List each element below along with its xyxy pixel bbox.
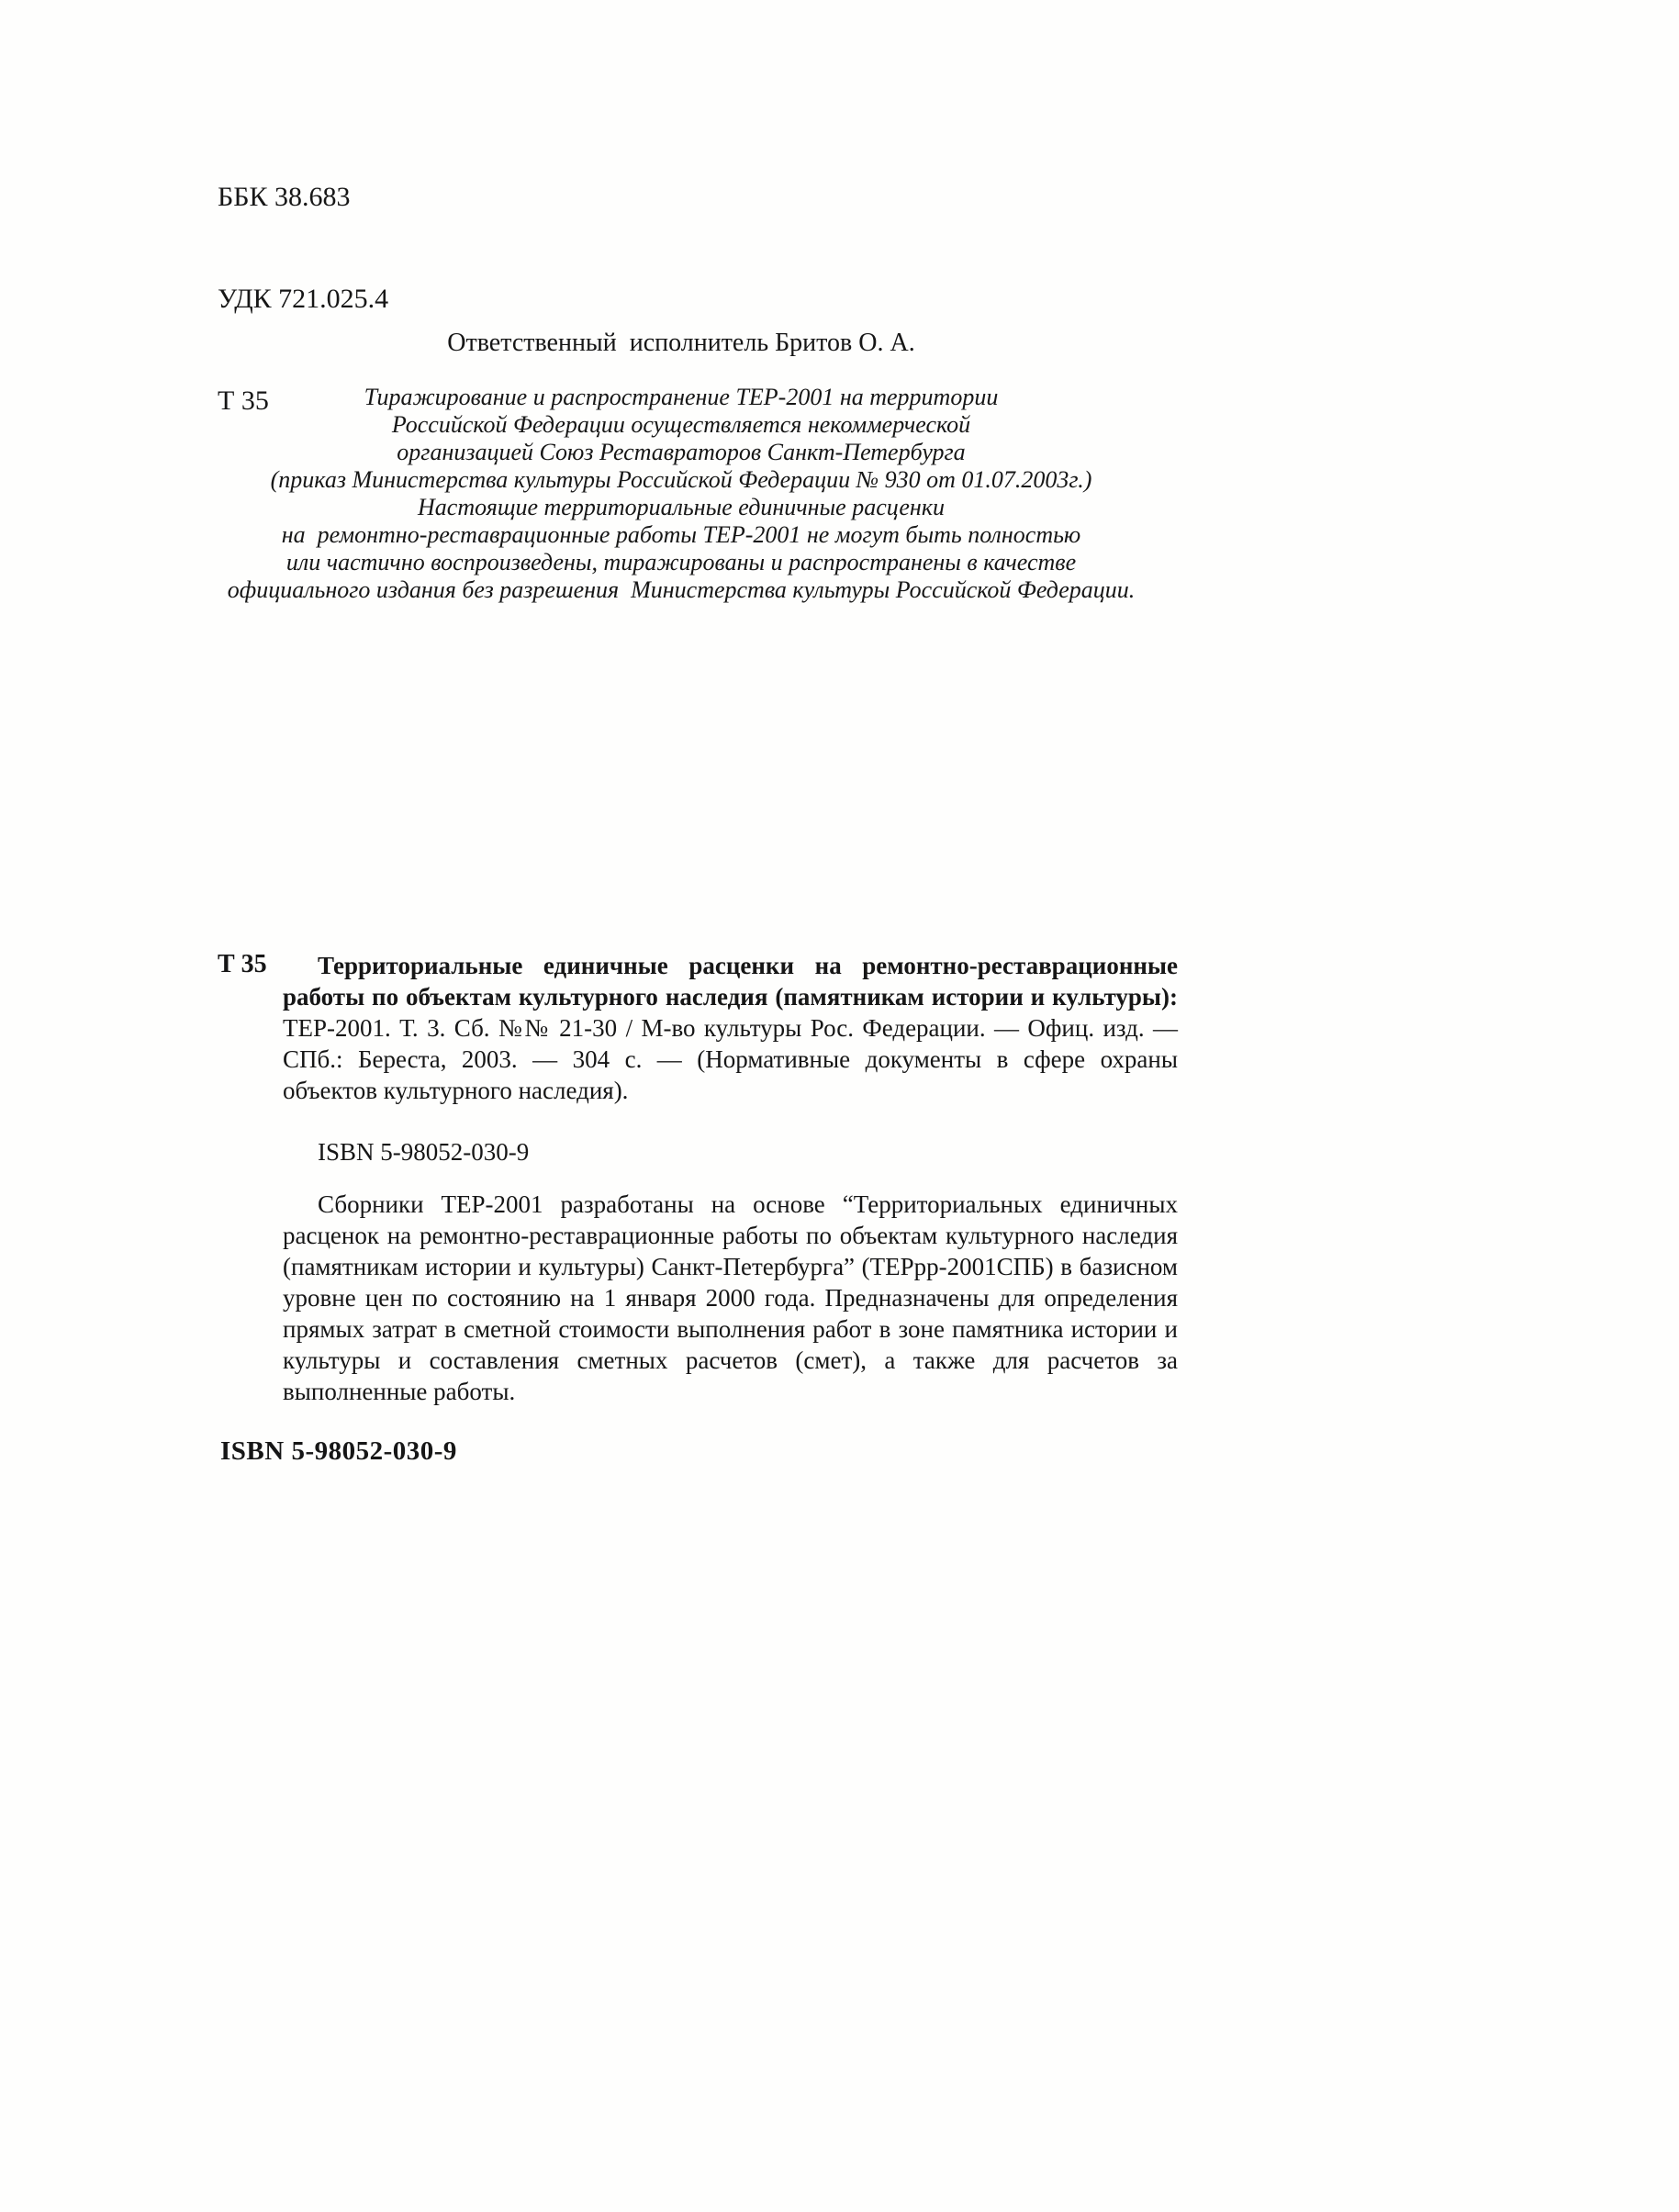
- notice-line: или частично воспроизведены, тиражированы и распространены в качестве: [285, 549, 1077, 575]
- udk-code: УДК 721.025.4: [218, 284, 389, 314]
- notice-line: официального издания без разрешения Министерства культуры Российской Федерации.: [227, 576, 1136, 603]
- catalog-entry: [283, 950, 1178, 1106]
- executor-line: Ответственный исполнитель Бритов О. А.: [447, 329, 915, 357]
- notice-line: (приказ Министерства культуры Российской Федерации № 930 от 01.07.2003г.): [270, 466, 1092, 493]
- distribution-notice: [218, 384, 1145, 604]
- annotation-paragraph: Сборники ТЕР-2001 разработаны на основе “Территориальных единичных расценок на ремонтно-реставрационные работы по объектам культурного наследия (памятникам истории и культуры) Санкт-Петербурга” (ТЕРрр-2001СПБ) в базисном уровне цен по состоянию на 1 января 2000 года. Предназначены для определения прямых затрат в сметной стоимости выполнения работ в зоне памятника истории и культуры и составления сметных расчетов (смет), а также для расчетов за выполненные работы.: [283, 1190, 1178, 1405]
- notice-line: Настоящие территориальные единичные расценки: [418, 494, 945, 520]
- notice-line: организацией Союз Реставраторов Санкт-Петербурга: [397, 439, 966, 465]
- catalog-entry-description: ТЕР-2001. Т. 3. Сб. №№ 21-30 / М-во культуры Рос. Федерации. — Офиц. изд. — СПб.: Береста, 2003. — 304 с. — (Нормативные документы в сфере охраны объектов культурного наследия).: [283, 1014, 1178, 1104]
- notice-line: Российской Федерации осуществляется некоммерческой: [391, 411, 971, 438]
- isbn-line: ISBN 5-98052-030-9: [318, 1138, 530, 1166]
- notice-line: на ремонтно-реставрационные работы ТЕР-2001 не могут быть полностью: [281, 521, 1081, 548]
- centered-notice-block: [218, 329, 1145, 604]
- footer-isbn: ISBN 5-98052-030-9: [220, 1436, 457, 1466]
- author-sign-code: Т 35: [218, 385, 269, 416]
- catalog-margin-label: Т 35: [218, 950, 267, 978]
- catalog-entry-title: Территориальные единичные расценки на ремонтно-реставрационные работы по объектам культурного наследия (памятникам истории и культуры):: [283, 952, 1178, 1011]
- bbk-code: ББК 38.683: [218, 182, 351, 212]
- notice-line: Тиражирование и распространение ТЕР-2001 на территории: [364, 384, 999, 410]
